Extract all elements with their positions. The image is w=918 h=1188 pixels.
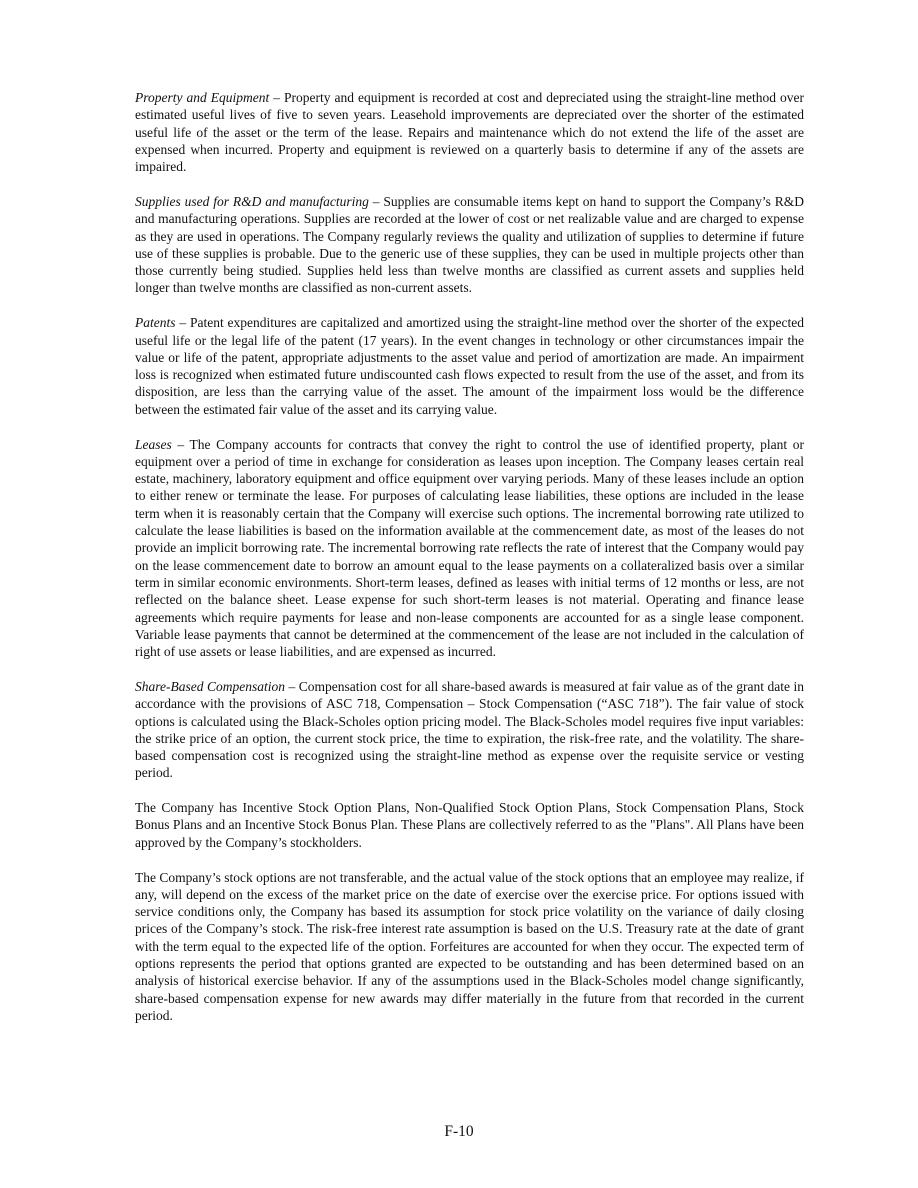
section-heading: Leases (135, 436, 172, 452)
paragraph-patents (135, 314, 804, 418)
section-body: The Company has Incentive Stock Option Plans, Non-Qualified Stock Option Plans, Stock Compensation Plans, Stock Bonus Plans and an Incentive Stock Bonus Plan. These Plans are collectively referred to as the "Plans". All Plans have been approved by the Company’s stockholders. (135, 800, 804, 850)
section-body: The Company’s stock options are not transferable, and the actual value of the stock options that an employee may realize, if any, will depend on the excess of the market price on the date of exercise over the exercise price. For options issued with service conditions only, the Company has based its assumption for stock price volatility on the variance of daily closing prices of the Company’s stock. The risk-free interest rate assumption is based on the U.S. Treasury rate at the date of grant with the term equal to the expected life of the option. Forfeitures are accounted for when they occur. The expected term of options represents the period that options granted are expected to be outstanding and has been determined based on an analysis of historical exercise behavior. If any of the assumptions used in the Black-Scholes model change significantly, share-based compensation expense for new awards may differ materially in the future from that recorded in the current period. (135, 869, 804, 1023)
section-heading: Property and Equipment (135, 90, 270, 105)
document-page (135, 89, 804, 1042)
paragraph-supplies (135, 193, 804, 297)
paragraph-stock-options (135, 869, 804, 1025)
section-heading: Supplies used for R&D and manufacturing (135, 193, 369, 209)
section-heading: Share-Based Compensation (135, 678, 285, 694)
paragraph-leases (135, 436, 804, 661)
paragraph-property-and-equipment (135, 89, 804, 175)
paragraph-share-based-compensation (135, 678, 804, 782)
paragraph-plans (135, 799, 804, 851)
section-body: – Supplies are consumable items kept on hand to support the Company’s R&D and manufacturing operations. Supplies are recorded at the lower of cost or net realizable value and are charged to expense as they are used in operations. The Company regularly reviews the quality and utilization of supplies to determine if future use of these supplies is probable. Due to the generic use of these supplies, they can be used in multiple projects other than those currently being studied. Supplies held less than twelve months are classified as current assets and supplies held longer than twelve months are classified as non-current assets. (135, 193, 804, 296)
page-number: F-10 (444, 1123, 474, 1140)
section-body: – Property and equipment is recorded at cost and depreciated using the straight-line method over estimated useful lives of five to seven years. Leasehold improvements are depreciated over the shorter of the estimated useful life of the asset or the term of the lease. Repairs and maintenance which do not extend the life of the asset are expensed when incurred. Property and equipment is reviewed on a quarterly basis to determine if any of the assets are impaired. (135, 90, 804, 175)
section-body: – Patent expenditures are capitalized and amortized using the straight-line method over the shorter of the expected useful life or the legal life of the patent (17 years). In the event changes in technology or other circumstances impair the value or life of the patent, appropriate adjustments to the asset value and period of amortization are made. An impairment loss is recognized when estimated future undiscounted cash flows expected to result from the use of the asset, and from its disposition, are less than the carrying value of the asset. The amount of the impairment loss would be the difference between the estimated fair value of the asset and its carrying value. (135, 315, 804, 417)
section-heading: Patents (135, 315, 176, 331)
section-body: – The Company accounts for contracts that convey the right to control the use of identified property, plant or equipment over a period of time in exchange for consideration as leases upon inception. The Company leases certain real estate, machinery, laboratory equipment and office equipment over varying periods. Many of these leases include an option to either renew or terminate the lease. For purposes of calculating lease liabilities, these options are included in the lease term when it is reasonably certain that the Company will exercise such options. The incremental borrowing rate utilized to calculate the lease liabilities is based on the information available at the commencement date, as most of the leases do not provide an implicit borrowing rate. The incremental borrowing rate reflects the rate of interest that the Company would pay on the lease commencement date to borrow an amount equal to the lease payments on a collateralized basis over a similar term in similar economic environments. Short-term leases, defined as leases with initial terms of 12 months or less, are not reflected on the balance sheet. Lease expense for such short-term leases is not material. Operating and finance lease agreements which require payments for lease and non-lease components are accounted for as a single lease component. Variable lease payments that cannot be determined at the commencement of the lease are not included in the calculation of right of use assets or lease liabilities, and are expensed as incurred. (135, 436, 804, 660)
section-body: – Compensation cost for all share-based awards is measured at fair value as of the grant date in accordance with the provisions of ASC 718, Compensation – Stock Compensation (“ASC 718”). The fair value of stock options is calculated using the Black-Scholes option pricing model. The Black-Scholes model requires five input variables: the strike price of an option, the current stock price, the time to expiration, the risk-free rate, and the volatility. The share-based compensation cost is recognized using the straight-line method as expense over the requisite service or vesting period. (135, 678, 805, 781)
